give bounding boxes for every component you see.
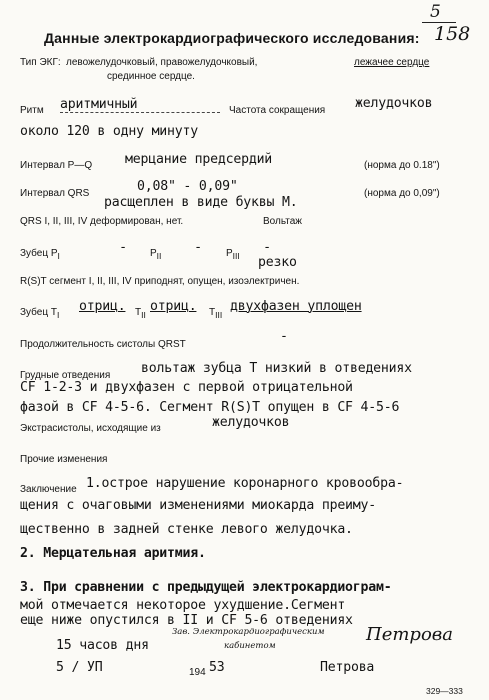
conclusion-line-3: щественно в задней стенке левого желудочка. (20, 522, 353, 537)
t-wave-v1: отриц. (79, 299, 126, 314)
conclusion-line-7: еще ниже опустился в II и CF 5-6 отведениях (20, 613, 353, 628)
qrs-label: Интервал QRS (20, 188, 90, 199)
conclusion-line-6: мой отмечается некоторое ухудшение.Сегмент (20, 598, 346, 613)
conclusion-line-5: 3. При сравнении с предыдущей электрокардиограм- (20, 580, 392, 595)
qrst-label: Продолжительность систолы QRST (20, 339, 186, 350)
conclusion-line-4: 2. Мерцательная аритмия. (20, 546, 206, 561)
rate-value-cont: около 120 в одну минуту (20, 124, 199, 139)
chest-line-1: вольтаж зубца Т низкий в отведениях (141, 361, 412, 376)
qrs-norm: (норма до 0,09") (364, 188, 440, 199)
extrasystoles-label: Экстрасистолы, исходящие из (20, 423, 161, 434)
extrasystoles-value: желудочков (212, 415, 290, 430)
exam-time: 15 часов дня (56, 638, 149, 653)
year-suffix: 53 (209, 660, 225, 675)
pq-norm: (норма до 0.18") (364, 160, 440, 171)
qrst-value: - (280, 329, 288, 344)
p-wave-v2: - (194, 240, 202, 255)
form-code: 329—333 (426, 686, 463, 696)
rate-value: желудочков (355, 96, 433, 111)
rhythm-label: Ритм (20, 105, 44, 116)
p-wave-sub3: $P_{III}$ (226, 248, 240, 261)
cabinet-label: кабинетом (224, 641, 276, 651)
ekg-type-options: левожелудочковый, правожелудочковый, (66, 57, 258, 68)
t-wave-v2: отриц. (150, 299, 197, 314)
exam-day: 5 / УП (56, 660, 103, 675)
chest-line-2: CF 1-2-3 и двухфазен с первой отрицательной (20, 380, 353, 395)
p-wave-sub1: I (57, 251, 60, 261)
chest-label: Грудные отведения (20, 370, 111, 381)
ekg-type-label: Тип ЭКГ: (20, 57, 61, 68)
conclusion-label: Заключение (20, 484, 77, 495)
rate-label: Частота сокращения (229, 105, 326, 116)
head-label: Зав. Электрокардиографическим (172, 627, 325, 637)
page-number-top: 5 (430, 2, 441, 22)
qrs-deform: QRS I, II, III, IV деформирован, нет. (20, 216, 184, 227)
t-wave-v3: двухфазен уплощен (230, 299, 362, 314)
conclusion-line-1: 1.острое нарушение коронарного кровообра- (86, 476, 404, 491)
other-label: Прочие изменения (20, 454, 108, 465)
conclusion-line-2: щения с очаговыми изменениями миокарда преиму- (20, 498, 377, 513)
signature: Петрова (366, 624, 453, 645)
p-wave-v1: - (119, 240, 127, 255)
p-wave-label: Зубец $P_I$ (20, 248, 60, 261)
pq-label: Интервал P—Q (20, 160, 93, 171)
p-wave-sub2: $P_{II}$ (150, 248, 162, 261)
ekg-type-options-2: срединное сердце. (107, 71, 195, 82)
rhythm-value: аритмичный (60, 97, 220, 113)
chest-line-3: фазой в CF 4-5-6. Сегмент R(S)T опущен в CF 4-5-6 (20, 400, 400, 415)
st-above: резко (258, 255, 297, 270)
t-wave-label: Зубец $T_I$ (20, 307, 60, 320)
page-number-bottom: 158 (434, 23, 471, 45)
form-title: Данные электрокардиографического исследования: (44, 30, 420, 46)
t-wave-sub3: $T_{III}$ (209, 307, 223, 320)
qrs-value: 0,08" - 0,09" (137, 179, 238, 194)
t-wave-sub2: $T_{II}$ (135, 307, 146, 320)
pq-value: мерцание предсердий (125, 152, 273, 167)
doctor-name: Петрова (320, 660, 375, 675)
t-wave-sub1: I (56, 310, 60, 320)
voltage-label: Вольтаж (263, 216, 302, 227)
qrs-split: расщеплен в виде буквы М. (104, 195, 298, 210)
year-prefix: 194 (189, 667, 206, 678)
ekg-type-selected: лежачее сердце (354, 57, 430, 68)
p-wave-v3: - (263, 240, 271, 255)
st-label: R(S)T сегмент I, II, III, IV приподнят, опущен, изоэлектричен. (20, 276, 300, 287)
